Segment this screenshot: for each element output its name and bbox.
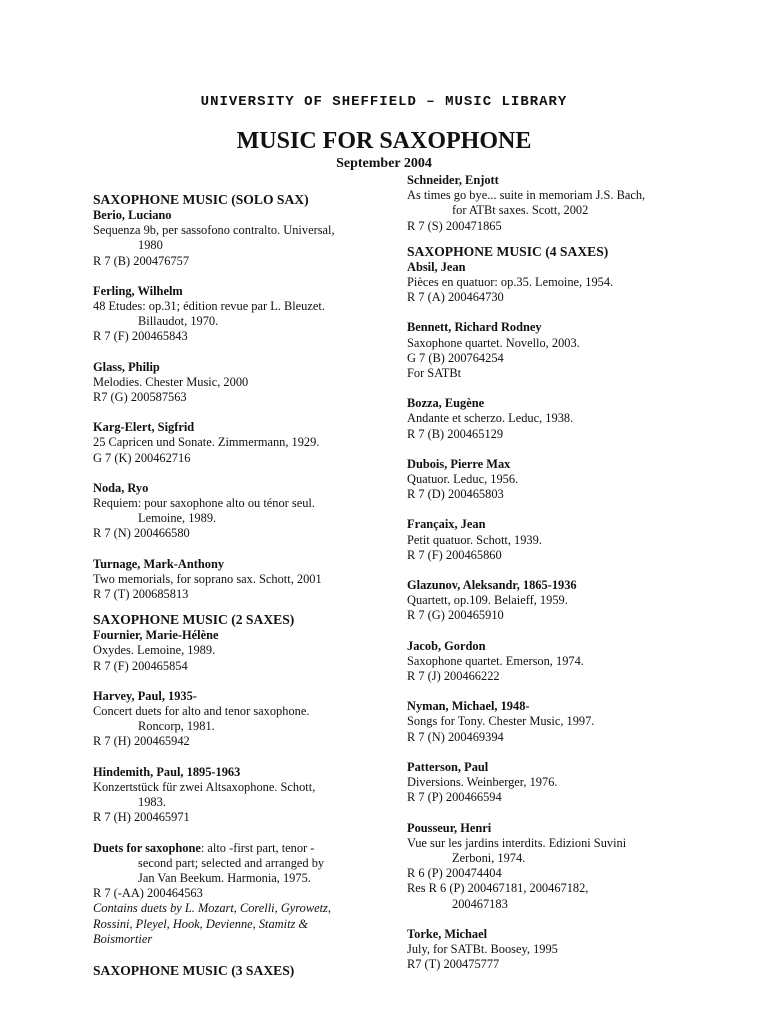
library-header: UNIVERSITY OF SHEFFIELD – MUSIC LIBRARY [200, 94, 568, 110]
entry-line: Saxophone quartet. Emerson, 1974. [407, 653, 584, 668]
entry-author: Turnage, Mark-Anthony [93, 556, 225, 571]
entry-shelfmark: R 7 (H) 200465971 [93, 810, 190, 825]
catalog-entry [93, 420, 393, 466]
entry-note: Rossini, Pleyel, Hook, Devienne, Stamitz & [93, 916, 309, 931]
entry-line: Lemoine, 1989. [138, 511, 217, 526]
entry-line: Vue sur les jardins interdits. Edizioni Suvini [407, 835, 627, 850]
catalog-entry [407, 639, 707, 685]
entry-author: Harvey, Paul, 1935- [93, 688, 197, 703]
entry-author: Glazunov, Aleksandr, 1865-1936 [407, 578, 577, 593]
entry-author: Pousseur, Henri [407, 820, 492, 835]
left-column [93, 191, 393, 979]
catalog-entry [93, 841, 393, 947]
entry-shelfmark: R 7 (A) 200464730 [407, 290, 504, 305]
entry-author: Absil, Jean [407, 259, 466, 274]
entry-line: Concert duets for alto and tenor saxophone. [93, 704, 310, 719]
entry-title: Duets for saxophone [93, 840, 201, 855]
entry-line: Konzertstück für zwei Altsaxophone. Schott, [93, 779, 316, 794]
entry-author: Torke, Michael [407, 926, 488, 941]
entry-shelfmark: R 7 (P) 200466594 [407, 790, 502, 805]
entry-shelfmark: R 7 (B) 200476757 [93, 253, 190, 268]
entry-shelfmark: R 7 (G) 200465910 [407, 608, 504, 623]
entry-author: Hindemith, Paul, 1895-1963 [93, 764, 241, 779]
catalog-entry [93, 481, 393, 542]
entry-shelfmark: R 7 (H) 200465942 [93, 734, 190, 749]
entry-author: Berio, Luciano [93, 208, 172, 222]
entry-shelfmark: R 7 (B) 200465129 [407, 426, 504, 441]
entry-shelfmark: R7 (G) 200587563 [93, 390, 187, 405]
entry-shelfmark: R 7 (J) 200466222 [407, 669, 500, 684]
entry-line: Roncorp, 1981. [138, 719, 215, 734]
entry-shelfmark: R 7 (-AA) 200464563 [93, 886, 203, 901]
entry-line: 1980 [138, 238, 163, 253]
entry-author: Patterson, Paul [407, 759, 489, 774]
entry-line: Pièces en quatuor: op.35. Lemoine, 1954. [407, 275, 614, 290]
catalog-entry [407, 699, 707, 745]
entry-line: Melodies. Chester Music, 2000 [93, 374, 249, 389]
entry-author: Jacob, Gordon [407, 638, 486, 653]
entry-line: Zerboni, 1974. [452, 850, 526, 865]
entry-author: Glass, Philip [93, 359, 160, 374]
entry-shelfmark: R 7 (T) 200685813 [93, 587, 189, 602]
entry-shelfmark: R 7 (S) 200471865 [407, 218, 502, 233]
entry-author: Ferling, Wilhelm [93, 283, 183, 298]
entry-author: Bozza, Eugène [407, 396, 485, 411]
section-heading: SAXOPHONE MUSIC (3 SAXES) [93, 962, 295, 978]
entry-line: 48 Etudes: op.31; édition revue par L. Bleuzet. [93, 299, 325, 314]
catalog-entry [93, 628, 393, 674]
catalog-entry [407, 760, 707, 806]
entry-author: Karg-Elert, Sigfrid [93, 420, 195, 435]
entry-author: Dubois, Pierre Max [407, 456, 511, 471]
entry-line: Petit quatuor. Schott, 1939. [407, 532, 542, 547]
section-heading: SAXOPHONE MUSIC (SOLO SAX) [93, 192, 309, 207]
catalog-entry [93, 360, 393, 406]
entry-note: For SATBt [407, 366, 462, 381]
catalog-entry [93, 765, 393, 826]
entry-line-rest: : alto -first part, tenor - [200, 840, 315, 855]
page-date: September 2004 [336, 156, 432, 171]
entry-shelfmark: R 7 (F) 200465860 [407, 547, 502, 562]
entry-line: Songs for Tony. Chester Music, 1997. [407, 714, 595, 729]
catalog-entry [93, 208, 393, 269]
catalog-entry [407, 517, 707, 563]
entry-shelfmark: R 7 (N) 200466580 [93, 526, 190, 541]
entry-author: Bennett, Richard Rodney [407, 320, 542, 335]
entry-author: Schneider, Enjott [407, 173, 499, 187]
entry-author: Noda, Ryo [93, 480, 149, 495]
entry-line: second part; selected and arranged by [138, 855, 325, 870]
entry-line: Quatuor. Leduc, 1956. [407, 472, 519, 487]
entry-note: Boismortier [93, 931, 153, 946]
entry-line: Billaudot, 1970. [138, 314, 219, 329]
entry-line: for ATBt saxes. Scott, 2002 [452, 203, 589, 218]
entry-shelfmark: R 7 (F) 200465854 [93, 658, 188, 673]
right-column [407, 173, 707, 972]
entry-line: Jan Van Beekum. Harmonia, 1975. [138, 870, 311, 885]
entry-author: Fournier, Marie-Hélène [93, 628, 219, 643]
catalog-entry [407, 260, 707, 306]
entry-line: Quartett, op.109. Belaieff, 1959. [407, 593, 568, 608]
catalog-entry [407, 457, 707, 503]
entry-line: 200467183 [452, 896, 508, 911]
catalog-entry [93, 284, 393, 345]
entry-shelfmark: R 6 (P) 200474404 [407, 866, 502, 881]
entry-line: Requiem: pour saxophone alto ou ténor seul. [93, 496, 315, 511]
catalog-entry [407, 578, 707, 624]
entry-line: Sequenza 9b, per sassofono contralto. Universal, [93, 223, 335, 238]
entry-line: Two memorials, for soprano sax. Schott, 2001 [93, 571, 322, 586]
entry-author: Françaix, Jean [407, 517, 486, 532]
entry-author: Nyman, Michael, 1948- [407, 699, 530, 714]
section-heading: SAXOPHONE MUSIC (2 SAXES) [93, 612, 295, 628]
entry-line: July, for SATBt. Boosey, 1995 [407, 941, 558, 956]
section-heading: SAXOPHONE MUSIC (4 SAXES) [407, 243, 609, 259]
entry-line: 1983. [138, 795, 166, 810]
entry-line: Saxophone quartet. Novello, 2003. [407, 335, 580, 350]
entry-line: Andante et scherzo. Leduc, 1938. [407, 411, 574, 426]
catalog-entry [407, 320, 707, 381]
entry-shelfmark: G 7 (K) 200462716 [93, 450, 191, 465]
catalog-entry [407, 821, 707, 912]
catalog-entry [93, 557, 393, 603]
entry-note: Contains duets by L. Mozart, Corelli, Gyrowetz, [93, 901, 331, 916]
entry-shelfmark: R 7 (D) 200465803 [407, 487, 504, 502]
entry-line: As times go bye... suite in memoriam J.S. Bach, [407, 188, 646, 203]
entry-shelfmark: R 7 (N) 200469394 [407, 729, 504, 744]
catalog-entry [93, 689, 393, 750]
catalog-entry [407, 927, 707, 973]
catalog-entry [407, 173, 707, 234]
entry-line: 25 Capricen und Sonate. Zimmermann, 1929. [93, 435, 320, 450]
entry-shelfmark: G 7 (B) 200764254 [407, 350, 504, 365]
entry-line [93, 841, 393, 856]
entry-shelfmark: R7 (T) 200475777 [407, 957, 500, 972]
entry-line: Diversions. Weinberger, 1976. [407, 775, 558, 790]
entry-shelfmark: R 7 (F) 200465843 [93, 329, 188, 344]
page-title: MUSIC FOR SAXOPHONE [236, 128, 532, 154]
entry-line: Oxydes. Lemoine, 1989. [93, 643, 216, 658]
catalog-entry [407, 396, 707, 442]
entry-shelfmark: Res R 6 (P) 200467181, 200467182, [407, 881, 589, 896]
